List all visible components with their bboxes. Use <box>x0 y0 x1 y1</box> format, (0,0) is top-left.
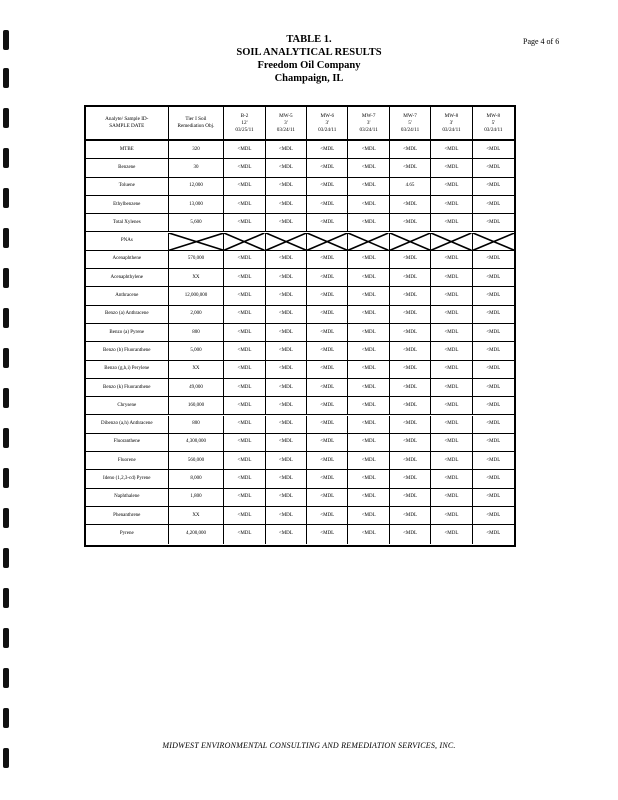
objective-cell: 12,000,000 <box>169 287 225 304</box>
cross-out-mark <box>390 233 430 250</box>
result-cell: <MDL <box>348 434 389 451</box>
cross-out-mark <box>307 233 347 250</box>
objective-cell: 5,000 <box>169 342 225 359</box>
result-cell: <MDL <box>431 379 472 396</box>
objective-cell: XX <box>169 269 225 286</box>
result-cell: <MDL <box>486 384 501 390</box>
objective-cell: 560,000 <box>169 452 225 469</box>
sample-depth: 3' <box>366 119 371 126</box>
result-cell: <MDL <box>348 287 389 304</box>
analyte-cell: Fluorene <box>86 452 169 469</box>
footer-company: MIDWEST ENVIRONMENTAL CONSULTING AND REMEDIATION SERVICES, INC. <box>162 741 456 750</box>
result-cell: <MDL <box>431 525 472 543</box>
result-cell: <MDL <box>431 434 472 451</box>
result-cell: <MDL <box>390 306 431 323</box>
table-row <box>86 397 514 415</box>
sample-depth: 12' <box>241 119 248 126</box>
sample-date: 03/24/11 <box>359 126 378 133</box>
table-row <box>86 489 514 507</box>
result-cell: <MDL <box>224 397 265 414</box>
result-cell: <MDL <box>348 342 389 359</box>
result-cell: <MDL <box>486 201 501 207</box>
cross-out-mark <box>431 233 471 250</box>
result-cell: <MDL <box>348 525 389 543</box>
objective-cell: 800 <box>169 416 225 433</box>
binder-mark <box>3 108 9 128</box>
result-cell: <MDL <box>307 525 348 543</box>
cross-out-mark <box>348 233 388 250</box>
result-cell: <MDL <box>486 494 501 500</box>
binder-mark <box>3 508 9 528</box>
analyte-cell: Benzene <box>86 159 169 176</box>
result-cell: <MDL <box>307 361 348 378</box>
result-cell: <MDL <box>348 324 389 341</box>
table-row <box>86 470 514 488</box>
result-cell: <MDL <box>390 489 431 506</box>
table-title: TABLE 1. <box>286 34 332 45</box>
soil-results-table <box>84 105 516 547</box>
location: Champaign, IL <box>274 73 344 84</box>
result-cell: <MDL <box>431 269 472 286</box>
result-cell: <MDL <box>266 269 307 286</box>
result-cell: <MDL <box>307 379 348 396</box>
result-cell: <MDL <box>224 507 265 524</box>
result-cell: <MDL <box>431 196 472 213</box>
result-cell: <MDL <box>348 361 389 378</box>
result-cell: <MDL <box>307 287 348 304</box>
result-cell: <MDL <box>390 251 431 268</box>
sample-header <box>224 107 265 139</box>
result-cell: <MDL <box>307 178 348 195</box>
result-cell: <MDL <box>224 287 265 304</box>
objective-cell: 1,800 <box>169 489 225 506</box>
result-cell: <MDL <box>431 470 472 487</box>
result-cell: <MDL <box>486 311 501 317</box>
result-cell: <MDL <box>266 287 307 304</box>
result-cell: <MDL <box>431 251 472 268</box>
objective-cell: XX <box>169 507 225 524</box>
result-cell: <MDL <box>348 178 389 195</box>
result-cell: <MDL <box>266 196 307 213</box>
binder-mark <box>3 188 9 208</box>
table-row <box>86 287 514 305</box>
table-row <box>86 416 514 434</box>
result-cell: <MDL <box>266 470 307 487</box>
result-cell: <MDL <box>486 164 501 170</box>
objective-header <box>169 107 225 139</box>
sample-depth: 5' <box>408 119 412 126</box>
result-cell: <MDL <box>266 342 307 359</box>
result-cell: <MDL <box>431 416 472 433</box>
result-cell: <MDL <box>390 361 431 378</box>
result-cell: <MDL <box>390 416 431 433</box>
result-cell: <MDL <box>266 324 307 341</box>
result-cell: <MDL <box>348 269 389 286</box>
analyte-cell: Benzo (b) Fluoranthene <box>86 342 169 359</box>
table-row <box>86 251 514 269</box>
table-row <box>86 342 514 360</box>
result-cell: <MDL <box>431 361 472 378</box>
analyte-cell: Chrysene <box>86 397 169 414</box>
result-cell: <MDL <box>431 489 472 506</box>
result-cell: <MDL <box>486 219 501 225</box>
result-cell: <MDL <box>307 196 348 213</box>
result-cell: <MDL <box>348 470 389 487</box>
result-cell: <MDL <box>390 434 431 451</box>
result-cell: <MDL <box>390 159 431 176</box>
sample-header <box>473 107 514 139</box>
analyte-header <box>86 107 169 139</box>
result-cell: <MDL <box>348 214 389 231</box>
result-cell: <MDL <box>348 507 389 524</box>
analyte-cell: Benzo (a) Anthracene <box>86 306 169 323</box>
analyte-cell: Benzo (k) Fluoranthene <box>86 379 169 396</box>
result-cell: <MDL <box>266 159 307 176</box>
binder-mark <box>3 548 9 568</box>
result-cell: <MDL <box>307 324 348 341</box>
sample-id: B-2 <box>240 112 249 119</box>
table-row <box>86 306 514 324</box>
objective-cell: 800 <box>169 324 225 341</box>
analyte-cell: Pyrene <box>86 525 169 543</box>
result-cell: <MDL <box>348 251 389 268</box>
result-cell: <MDL <box>431 324 472 341</box>
binder-mark <box>3 588 9 608</box>
table-row <box>86 507 514 525</box>
objective-cell: 12,000 <box>169 178 225 195</box>
result-cell: <MDL <box>431 507 472 524</box>
result-cell: <MDL <box>266 397 307 414</box>
result-cell: <MDL <box>307 452 348 469</box>
result-cell: <MDL <box>348 489 389 506</box>
table-row <box>86 141 514 159</box>
binder-mark <box>3 748 9 768</box>
objective-cell: 49,000 <box>169 379 225 396</box>
result-cell: <MDL <box>266 525 307 543</box>
result-cell: <MDL <box>431 287 472 304</box>
table-row <box>86 178 514 196</box>
analyte-cell: Toluene <box>86 178 169 195</box>
result-cell: <MDL <box>224 342 265 359</box>
result-cell: <MDL <box>431 342 472 359</box>
crossed-out-cell <box>169 233 225 250</box>
table-subtitle: SOIL ANALYTICAL RESULTS <box>236 47 382 58</box>
sample-id: MW-5 <box>279 112 293 119</box>
sample-date: 03/24/11 <box>276 126 296 133</box>
result-cell: <MDL <box>266 251 307 268</box>
objective-cell: 4,300,000 <box>169 434 225 451</box>
binder-mark <box>3 308 9 328</box>
sample-date: 03/24/11 <box>442 126 461 133</box>
result-cell: <MDL <box>224 470 265 487</box>
sample-date: 03/25/11 <box>235 126 254 133</box>
section-row <box>86 233 514 251</box>
table-title-block <box>0 33 618 85</box>
objective-cell: 570,000 <box>169 251 225 268</box>
result-cell: <MDL <box>431 178 472 195</box>
binder-mark <box>3 388 9 408</box>
result-cell: <MDL <box>224 324 265 341</box>
analyte-cell: Acenaphthene <box>86 251 169 268</box>
cross-out-mark <box>169 233 224 250</box>
result-cell: <MDL <box>266 489 307 506</box>
result-cell: <MDL <box>266 141 307 158</box>
objective-cell: 5,600 <box>169 214 225 231</box>
result-cell: <MDL <box>348 416 389 433</box>
analyte-cell: Dibenzo (a,h) Anthracene <box>86 416 169 433</box>
result-cell: <MDL <box>224 416 265 433</box>
objective-cell: 320 <box>169 141 225 158</box>
result-cell: <MDL <box>307 141 348 158</box>
result-cell: <MDL <box>224 251 265 268</box>
objective-cell: 4,200,000 <box>169 525 225 543</box>
table-row <box>86 525 514 543</box>
result-cell: <MDL <box>486 421 501 427</box>
objective-cell: 13,000 <box>169 196 225 213</box>
analyte-cell: Total Xylenes <box>86 214 169 231</box>
result-cell: <MDL <box>266 416 307 433</box>
result-cell: <MDL <box>390 342 431 359</box>
table-row <box>86 361 514 379</box>
result-cell: <MDL <box>348 306 389 323</box>
analyte-header-line1: Analyte/ Sample ID- <box>105 116 149 122</box>
result-cell: <MDL <box>307 489 348 506</box>
analyte-cell: PNAs <box>86 233 169 250</box>
crossed-out-cell <box>266 233 307 250</box>
result-cell: <MDL <box>307 470 348 487</box>
binder-mark <box>3 708 9 728</box>
objective-cell: 30 <box>169 159 225 176</box>
result-cell: <MDL <box>307 159 348 176</box>
result-cell: <MDL <box>431 397 472 414</box>
objective-cell: 8,000 <box>169 470 225 487</box>
result-cell: <MDL <box>431 159 472 176</box>
result-cell: <MDL <box>486 329 501 335</box>
analyte-cell: Fluoranthene <box>86 434 169 451</box>
result-cell: <MDL <box>390 324 431 341</box>
sample-header <box>307 107 348 139</box>
crossed-out-cell <box>224 233 265 250</box>
result-cell: <MDL <box>390 525 431 543</box>
result-cell: 4.65 <box>390 178 431 195</box>
page-number: Page 4 of 6 <box>523 37 560 46</box>
result-cell: <MDL <box>307 434 348 451</box>
analyte-cell: MTBE <box>86 141 169 158</box>
binder-mark <box>3 628 9 648</box>
objective-cell: 2,000 <box>169 306 225 323</box>
result-cell: <MDL <box>266 214 307 231</box>
table-row <box>86 159 514 177</box>
result-cell: <MDL <box>224 361 265 378</box>
result-cell: <MDL <box>266 379 307 396</box>
result-cell: <MDL <box>224 489 265 506</box>
analyte-cell: Anthracene <box>86 287 169 304</box>
sample-header <box>266 107 307 139</box>
result-cell: <MDL <box>390 287 431 304</box>
analyte-cell: Benzo (a) Pyrene <box>86 324 169 341</box>
result-cell: <MDL <box>431 141 472 158</box>
result-cell: <MDL <box>348 379 389 396</box>
result-cell: <MDL <box>486 439 501 445</box>
sample-depth: 3' <box>284 119 288 126</box>
analyte-cell: Naphthalene <box>86 489 169 506</box>
sample-depth: 3' <box>449 119 454 126</box>
crossed-out-cell <box>307 233 348 250</box>
result-cell: <MDL <box>307 397 348 414</box>
sample-id: MW-8 <box>444 112 459 119</box>
result-cell: <MDL <box>390 141 431 158</box>
result-cell: <MDL <box>431 452 472 469</box>
analyte-cell: Phenanthrene <box>86 507 169 524</box>
table-row <box>86 324 514 342</box>
result-cell: <MDL <box>224 196 265 213</box>
crossed-out-cell <box>348 233 389 250</box>
sample-depth: 5' <box>491 119 496 126</box>
result-cell: <MDL <box>266 361 307 378</box>
binder-mark <box>3 148 9 168</box>
result-cell: <MDL <box>224 214 265 231</box>
crossed-out-cell <box>390 233 431 250</box>
result-cell: <MDL <box>486 347 501 353</box>
result-cell: <MDL <box>486 256 501 262</box>
binder-mark <box>3 668 9 688</box>
result-cell: <MDL <box>307 306 348 323</box>
result-cell: <MDL <box>486 274 501 280</box>
table-header-row <box>86 107 514 141</box>
result-cell: <MDL <box>390 507 431 524</box>
sample-depth: 3' <box>325 119 330 126</box>
result-cell: <MDL <box>390 196 431 213</box>
result-cell: <MDL <box>266 434 307 451</box>
binder-mark <box>3 228 9 248</box>
analyte-cell: Benzo (g,h,i) Perylene <box>86 361 169 378</box>
result-cell: <MDL <box>390 214 431 231</box>
result-cell: <MDL <box>486 531 501 537</box>
analyte-cell: Acenaphthylene <box>86 269 169 286</box>
analyte-header-line2: SAMPLE DATE <box>109 123 145 129</box>
table-row <box>86 379 514 397</box>
objective-cell: XX <box>169 361 225 378</box>
result-cell: <MDL <box>307 416 348 433</box>
result-cell: <MDL <box>307 269 348 286</box>
sample-header <box>390 107 431 139</box>
sample-header <box>348 107 389 139</box>
result-cell: <MDL <box>486 457 501 463</box>
result-cell: <MDL <box>307 251 348 268</box>
result-cell: <MDL <box>266 178 307 195</box>
crossed-out-cell <box>431 233 472 250</box>
result-cell: <MDL <box>486 366 501 372</box>
binder-mark <box>3 348 9 368</box>
sample-date: 03/24/11 <box>400 126 420 133</box>
sample-header <box>431 107 472 139</box>
analyte-cell: Ethylbenzene <box>86 196 169 213</box>
result-cell: <MDL <box>224 269 265 286</box>
result-cell: <MDL <box>348 452 389 469</box>
objective-header-line1: Tier I Soil <box>185 116 207 122</box>
cross-out-mark <box>224 233 264 250</box>
result-cell: <MDL <box>307 507 348 524</box>
sample-date: 03/24/11 <box>318 126 337 133</box>
company-name: Freedom Oil Company <box>257 60 361 71</box>
result-cell: <MDL <box>307 342 348 359</box>
cross-out-mark <box>266 233 306 250</box>
analyte-cell: Ideno (1,2,3-cd) Pyrene <box>86 470 169 487</box>
binder-mark <box>3 268 9 288</box>
result-cell: <MDL <box>224 525 265 543</box>
result-cell: <MDL <box>307 214 348 231</box>
table-row <box>86 269 514 287</box>
result-cell: <MDL <box>224 141 265 158</box>
result-cell: <MDL <box>266 507 307 524</box>
result-cell: <MDL <box>390 397 431 414</box>
table-row <box>86 196 514 214</box>
objective-cell: 160,000 <box>169 397 225 414</box>
result-cell: <MDL <box>348 159 389 176</box>
result-cell: <MDL <box>486 476 501 482</box>
sample-date: 03/24/11 <box>484 126 503 133</box>
result-cell: <MDL <box>224 379 265 396</box>
result-cell: <MDL <box>486 512 501 518</box>
table-row <box>86 214 514 232</box>
binder-mark <box>3 468 9 488</box>
sample-id: MW-7 <box>361 112 376 119</box>
result-cell: <MDL <box>431 306 472 323</box>
result-cell: <MDL <box>486 293 501 299</box>
result-cell: <MDL <box>266 306 307 323</box>
result-cell: <MDL <box>224 452 265 469</box>
table-row <box>86 452 514 470</box>
result-cell: <MDL <box>266 452 307 469</box>
result-cell: <MDL <box>348 196 389 213</box>
result-cell: <MDL <box>224 306 265 323</box>
sample-id: MW-8 <box>486 112 501 119</box>
result-cell: <MDL <box>390 452 431 469</box>
result-cell: <MDL <box>224 159 265 176</box>
binder-mark <box>3 428 9 448</box>
table-row <box>86 434 514 452</box>
result-cell: <MDL <box>431 214 472 231</box>
result-cell: <MDL <box>348 141 389 158</box>
cross-out-mark <box>473 233 514 250</box>
result-cell: <MDL <box>390 470 431 487</box>
result-cell: <MDL <box>224 178 265 195</box>
result-cell: <MDL <box>348 397 389 414</box>
result-cell: <MDL <box>486 146 501 152</box>
result-cell: <MDL <box>486 183 501 189</box>
result-cell: <MDL <box>390 379 431 396</box>
result-cell: <MDL <box>390 269 431 286</box>
crossed-out-cell <box>473 233 514 250</box>
objective-header-line2: Remediation Obj. <box>177 123 215 129</box>
sample-id: MW-6 <box>320 112 335 119</box>
sample-id: MW-7 <box>403 112 417 119</box>
result-cell: <MDL <box>224 434 265 451</box>
result-cell: <MDL <box>486 402 501 408</box>
